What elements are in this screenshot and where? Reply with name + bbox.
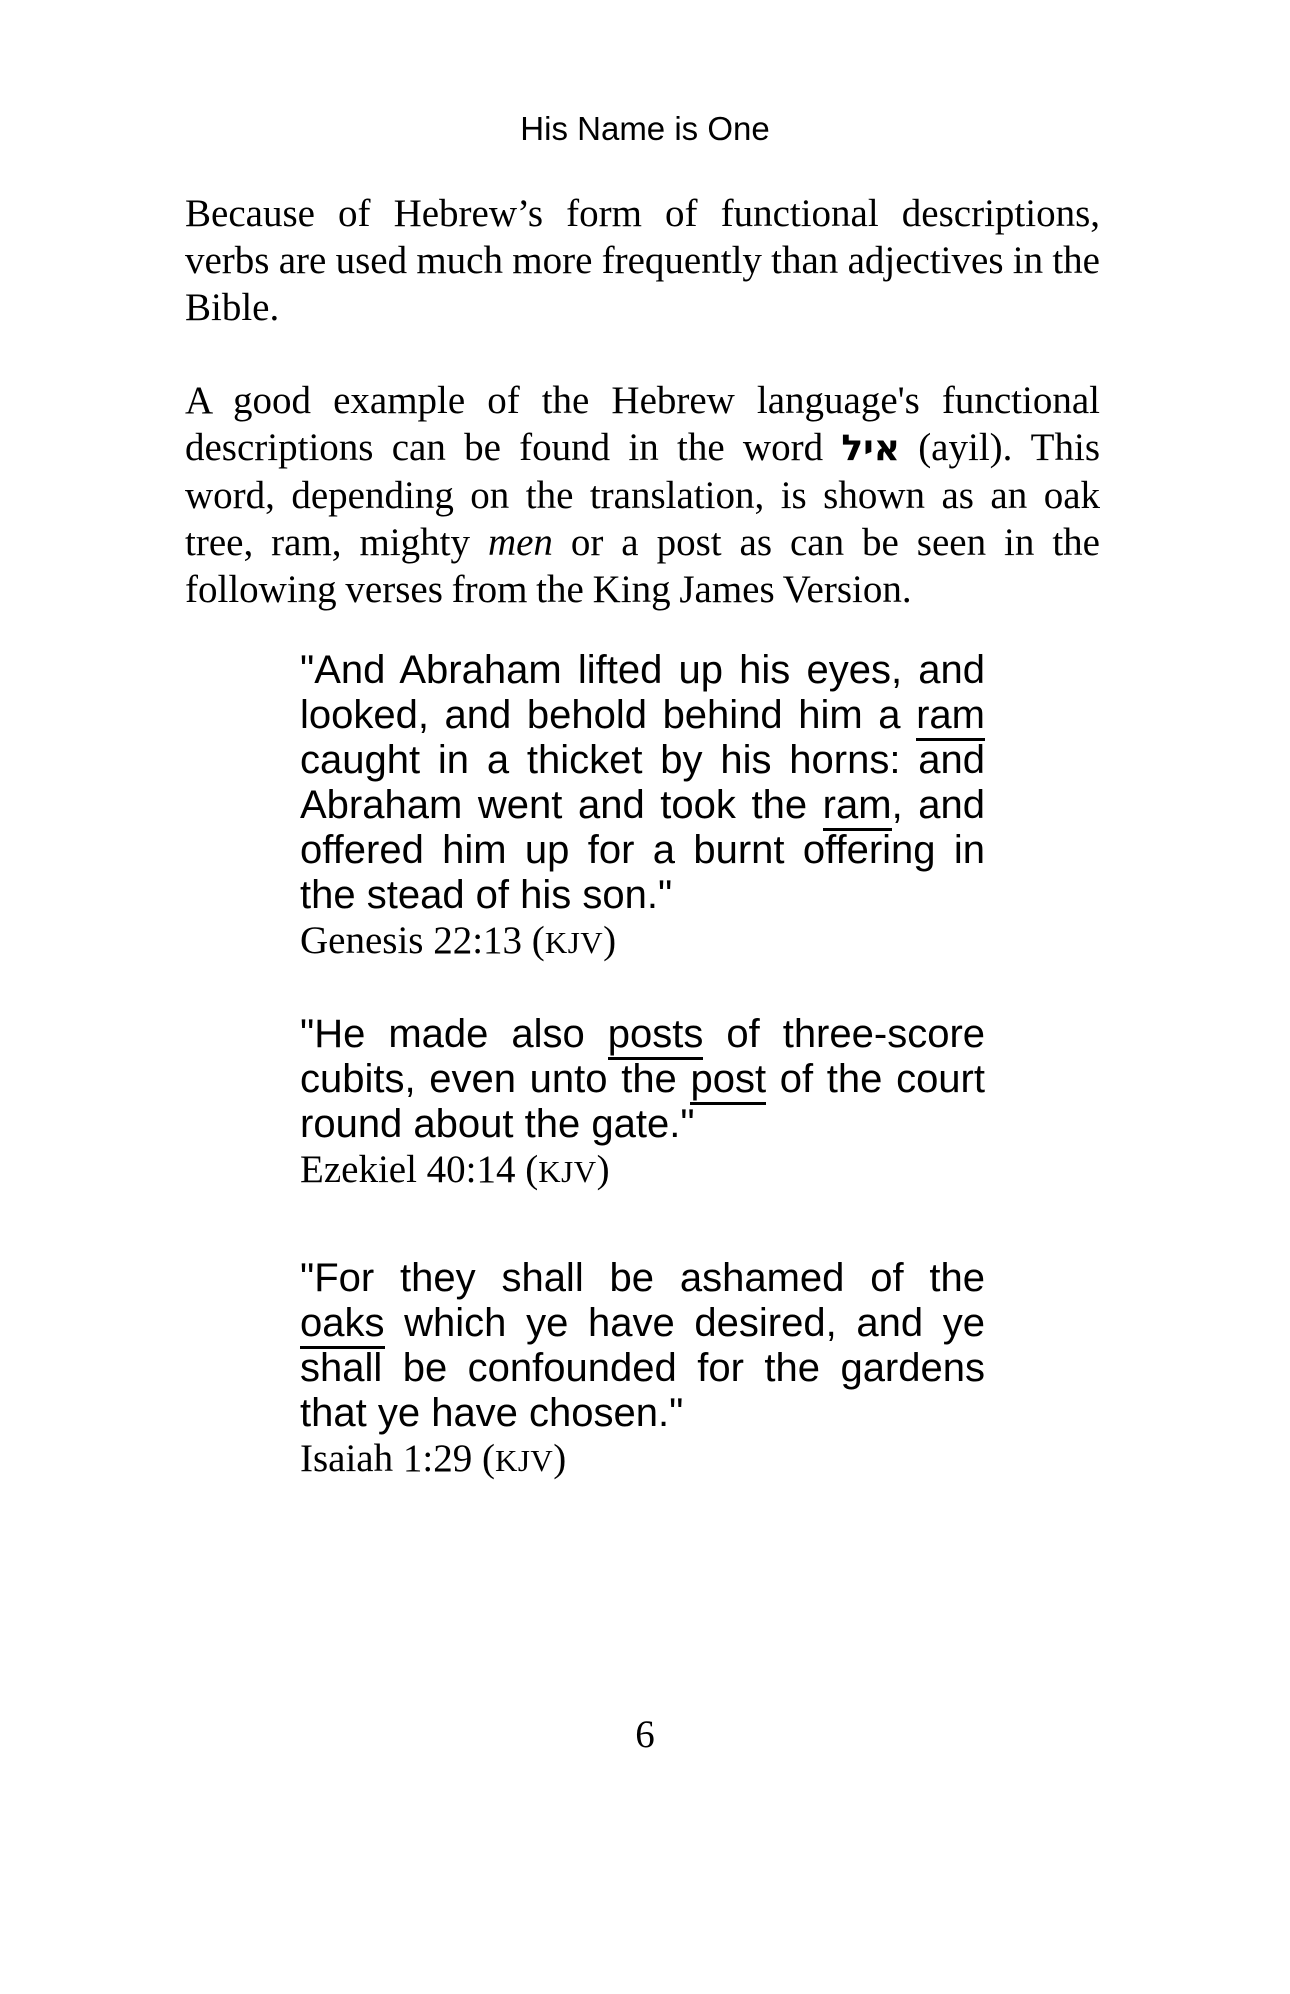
segment-text: Isaiah 1:29 ( [300, 1437, 495, 1480]
segment-text: Genesis 22:13 ( [300, 919, 545, 962]
segment-underline: ram [916, 693, 985, 741]
quote-citation [300, 1436, 985, 1483]
segment-text: or a post as can be seen in the following verses from the King James Version. [185, 521, 1100, 611]
page-number: 6 [635, 1713, 655, 1756]
segment-italic: men [487, 521, 553, 564]
segment-text: ) [553, 1437, 567, 1480]
quote-text [300, 1012, 985, 1147]
segment-text: , and offered him up for a burnt offering in the stead of his son." [300, 783, 985, 917]
scripture-quote [300, 648, 985, 965]
segment-text: Ezekiel 40:14 ( [300, 1148, 539, 1191]
segment-underline: oaks [300, 1301, 385, 1349]
segment-text: which ye have desired, and ye shall be confounded for the gardens that ye have chosen." [300, 1301, 985, 1435]
segment-text: of three-score cubits, even unto the [300, 1012, 986, 1101]
segment-text: "For they shall be ashamed of the [300, 1256, 985, 1300]
segment-smallcaps: KJV [544, 925, 604, 960]
segment-text: A good example of the Hebrew language's functional descriptions can be found in the word [185, 379, 1100, 469]
segment-underline: post [690, 1057, 766, 1105]
segment-smallcaps: KJV [538, 1154, 597, 1189]
segment-text: ) [596, 1148, 610, 1191]
quote-citation [300, 1147, 985, 1194]
segment-text: (ayil). This word, depending on the translation, is shown as an oak tree, ram, mighty [185, 426, 1100, 564]
quote-text [300, 648, 985, 918]
segment-underline: posts [608, 1012, 704, 1060]
scripture-quote [300, 1256, 985, 1483]
body-paragraph [185, 377, 1100, 613]
segment-text: caught in a thicket by his horns: and Abraham went and took the [300, 738, 985, 827]
quote-citation [300, 918, 985, 965]
segment-hebrew: איל [841, 428, 900, 469]
scripture-quote [300, 1012, 985, 1194]
segment-text: "He made also [300, 1012, 608, 1056]
segment-text: ) [603, 919, 617, 962]
body-paragraph [185, 190, 1100, 331]
segment-smallcaps: KJV [494, 1443, 554, 1478]
segment-text: Because of Hebrew’s form of functional descriptions, verbs are used much more frequently than adjectives in the Bible. [185, 192, 1100, 329]
segment-text: "And Abraham lifted up his eyes, and looked, and behold behind him a [300, 648, 985, 737]
segment-text: of the court round about the gate." [300, 1057, 985, 1146]
quote-text [300, 1256, 985, 1436]
page-header-title: His Name is One [520, 110, 770, 147]
segment-underline: ram [823, 783, 892, 831]
